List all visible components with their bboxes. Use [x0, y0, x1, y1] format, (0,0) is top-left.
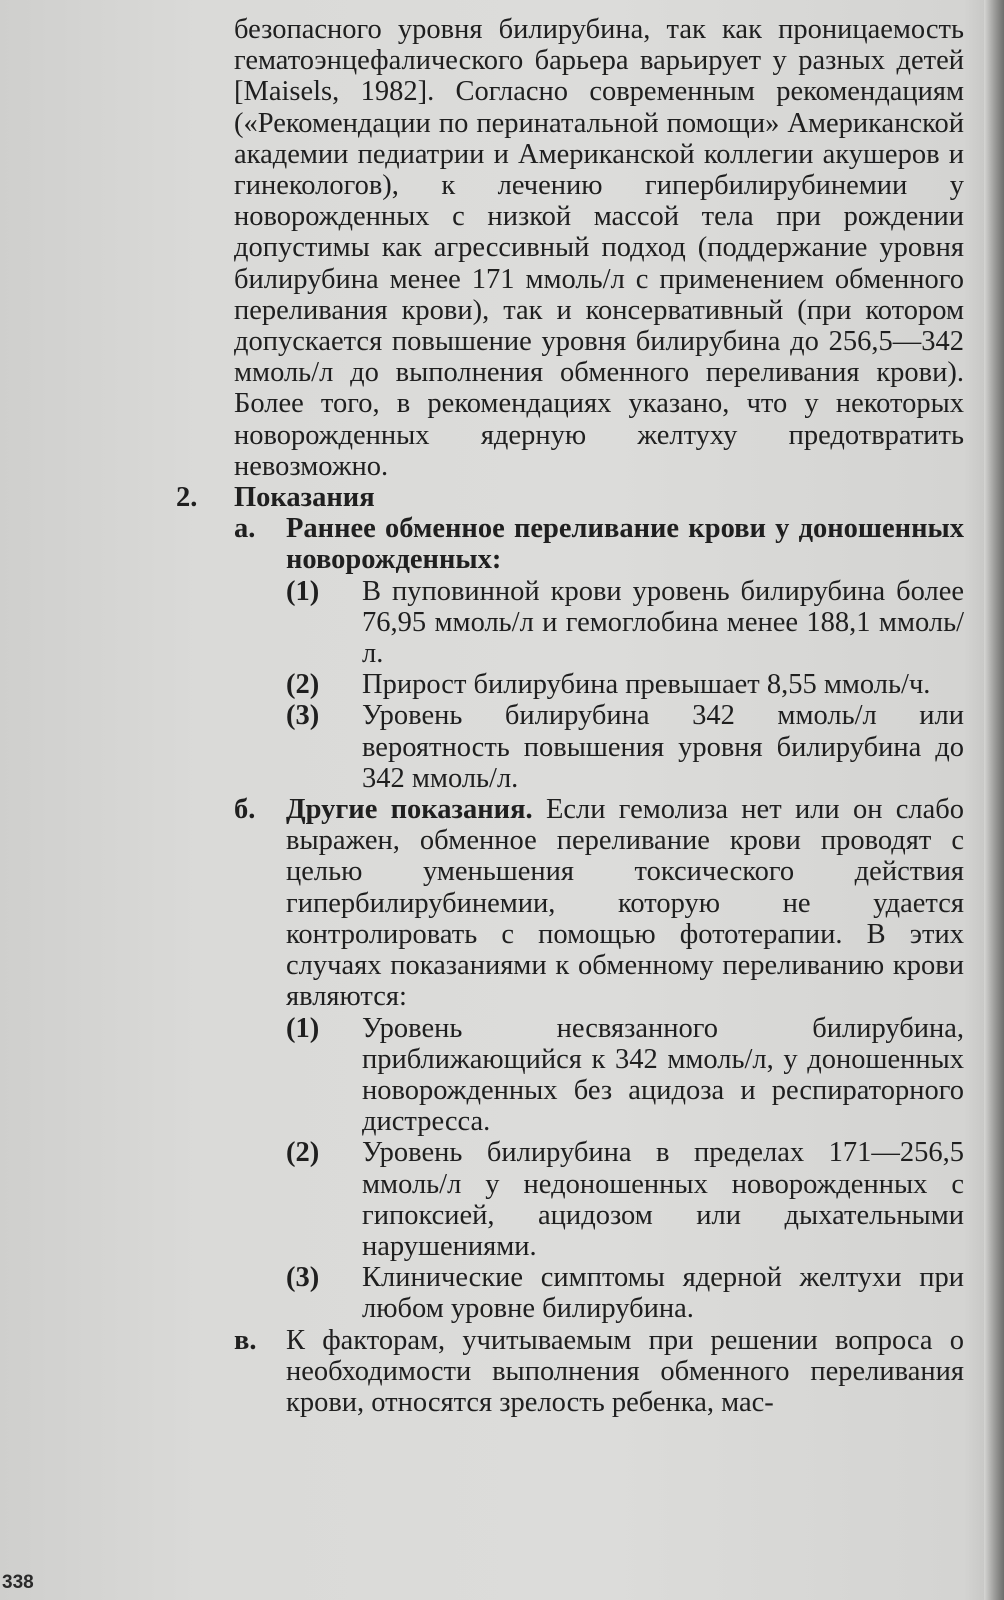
- list-item-label: (2): [286, 1137, 320, 1169]
- list-item-label: (2): [286, 669, 320, 701]
- list-item-text: Клинические симптомы ядерной желтухи при любом уровне билирубина.: [362, 1262, 964, 1325]
- list-item-text: Уровень билирубина 342 ммоль/л или вероятность повышения уровня билирубина до 342 ммоль/л.: [362, 700, 964, 794]
- text-column: [176, 14, 965, 1418]
- list-item: [286, 700, 964, 794]
- list-item: [286, 1137, 964, 1262]
- subsection-v-text: К факторам, учитываемым при решении вопроса о необходимости выполнения обменного переливания крови, относятся зрелость ребенка, мас-: [286, 1324, 964, 1418]
- section-heading: [176, 482, 964, 514]
- list-item-label: (1): [286, 1012, 320, 1044]
- subsection-b-label: б.: [234, 794, 256, 826]
- list-item-text: Уровень несвязанного билирубина, приближающийся к 342 ммоль/л, у доношенных новорожденных без ацидоза и респираторного дистресса.: [362, 1012, 964, 1138]
- section-title: Показания: [234, 482, 375, 514]
- subsection-a-heading: Раннее обменное переливание крови у доношенных новорожденных:: [286, 513, 964, 576]
- list-item-label: (3): [286, 700, 320, 732]
- intro-paragraph: безопасного уровня билирубина, так как проницаемость гематоэнцефалического барьера варьирует у разных детей [Maisels, 1982]. Согласно современным рекомендациям («Рекомендации по перинатальной помощи» Американской академии педиатрии и Американской коллегии акушеров и гинекологов), к лечению гипербилирубинемии у новорожденных с низкой массой тела при рождении допустимы как агрессивный подход (поддержание уровня билирубина менее 171 ммоль/л с применением обменного переливания крови), так и консервативный (при котором допускается повышение уровня билирубина до 256,5—342 ммоль/л до выполнения обменного переливания крови). Более того, в рекомендациях указано, что у некоторых новорожденных ядерную желтуху предотвратить невозможно.: [234, 14, 964, 482]
- list-item: [286, 575, 964, 670]
- subsection-v-label: в.: [234, 1324, 257, 1356]
- list-item-text: В пуповинной крови уровень билирубина более 76,95 ммоль/л и гемоглобина менее 188,1 ммоль/л.: [362, 575, 964, 670]
- list-item-text: Прирост билирубина превышает 8,55 ммоль/ч.: [362, 669, 931, 701]
- subsection-a: [234, 513, 964, 576]
- list-item-label: (3): [286, 1262, 320, 1294]
- subsection-a-label: а.: [234, 513, 256, 545]
- subsection-b-heading: Другие показания.: [286, 794, 533, 826]
- subsection-b-body: Если гемолиза нет или он слабо выражен, обменное переливание крови проводят с целью уменьшения токсического действия гипербилирубинемии, которую не удается контролировать с помощью фототерапии. В этих случаях показаниями к обменному переливанию крови являются:: [286, 794, 965, 1013]
- subsection-v: [234, 1324, 964, 1419]
- list-item: [286, 1012, 964, 1138]
- list-item-text: Уровень билирубина в пределах 171—256,5 ммоль/л у недоношенных новорожденных с гипоксией, ацидозом или дыхательными нарушениями.: [362, 1137, 964, 1262]
- section-number: 2.: [176, 482, 198, 514]
- page-number: 338: [2, 1572, 34, 1593]
- list-item: [286, 669, 964, 701]
- subsection-b: [234, 794, 965, 1013]
- list-item-label: (1): [286, 575, 320, 607]
- list-item: [286, 1262, 964, 1325]
- page-gutter-shadow: [984, 0, 1004, 1600]
